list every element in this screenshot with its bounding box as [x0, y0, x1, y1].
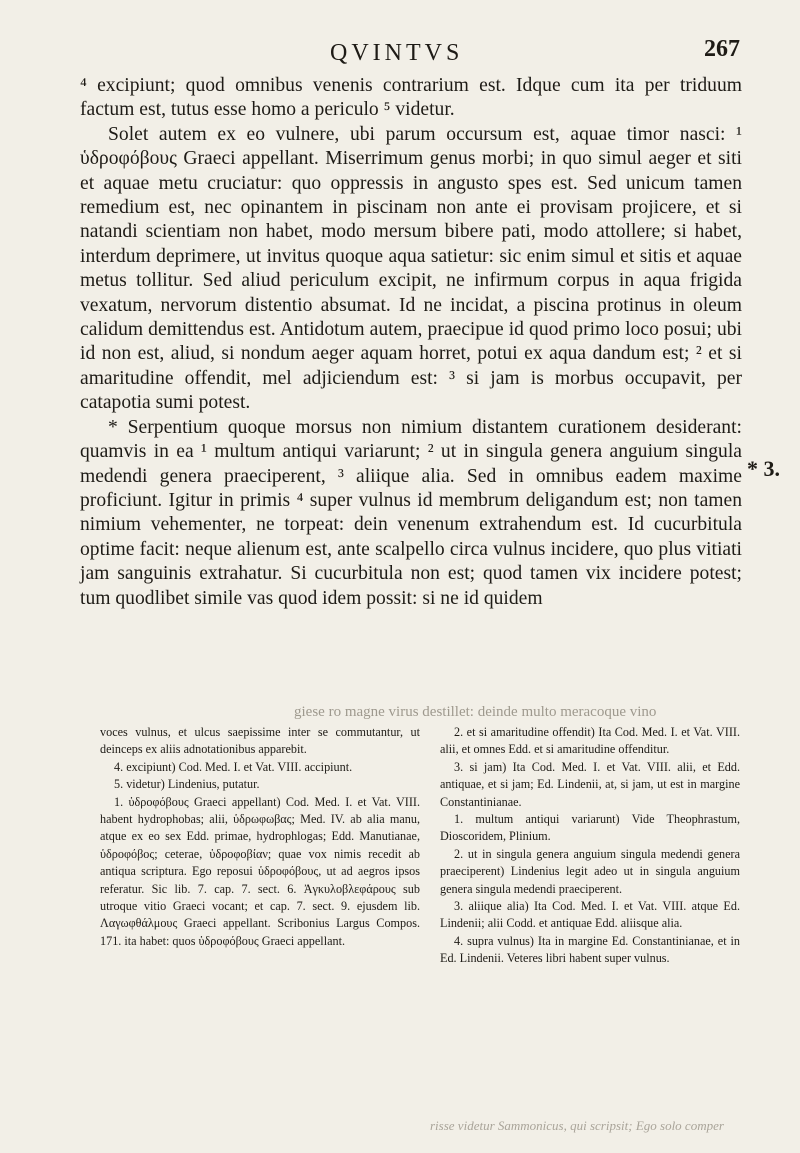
footnote: 4. supra vulnus) Ita in margine Ed. Constantinianae, et in Ed. Lindenii. Veteres libri habent super vulnus.: [440, 933, 740, 966]
main-paragraph: ⁴ excipiunt; quod omnibus venenis contrarium est. Idque cum ita per triduum factum est, tutus esse homo a periculo ⁵ videtur.: [80, 75, 742, 121]
bleed-through-line: giese ro magne virus destillet: deinde multo meracoque vino: [294, 704, 657, 720]
footnote: 3. si jam) Ita Cod. Med. I. et Vat. VIII. alii, et Edd. antiquae, et si jam; Ed. Lindenii, at, si jam, ut est in margine Constantinianae.: [440, 759, 740, 809]
footnote: 1. multum antiqui variarunt) Vide Theophrastum, Dioscoridem, Plinium.: [440, 812, 740, 844]
footnote: 1. ὑδροφόβους Graeci appellant) Cod. Med. I. et Vat. VIII. habent hydrophobas; alii, ὑδρωφωβας; Med. IV. ab alia manu, atque ex eo sex Edd. primae, hydrophlogas; Edd. Manutianae, ὑδροφόβος; ceterae, ὑδροφοβίαν; quae vox nimis recedit ab antiqua scriptura. Ego reposui ὑδροφόβους, ut ad aegros ipsos referatur. Sic lib. 7. cap. 7. sect. 6. Ἀγκυλοβλεφάρους sub utroque vitio Graeci vocant; et cap. 7. sect. 9. ejusdem lib. Λαγωφθάλμους Graeci appellant. Scribonius Largus Compos. 171. ita habet: quos ὑδροφόβους Graeci appellant.: [100, 794, 420, 948]
running-title: QVINTVS: [330, 40, 464, 66]
footnote: voces vulnus, et ulcus saepissime inter se commutantur, ut deinceps ex aliis adnotationibus apparebit.: [100, 725, 420, 757]
footnote: 2. et si amaritudine offendit) Ita Cod. Med. I. et Vat. VIII. alii, et omnes Edd. et si amaritudine offenditur.: [440, 725, 740, 757]
bleed-through-footer: risse videtur Sammonicus, qui scripsit; Ego solo comper: [430, 1118, 724, 1133]
main-paragraph: Solet autem ex eo vulnere, ubi parum occursum est, aquae timor nasci: ¹ ὑδροφόβους Graeci appellant. Miserrimum genus morbi; in quo simul aeger et siti et aquae metu cruciatur: quo oppressis in angusto spes est. Sed unicum tamen remedium est, nec opinantem in piscinam non ante ei provisam projicere, et si natandi scientiam non habet, modo mersum bibere pati, modo attollere; si habet, interdum deprimere, ut invitus quoque aqua satietur: sic enim simul et sitis et aquae metus tollitur. Sed aliud periculum excipit, ne infirmum corpus in aqua frigida vexatum, nervorum distentio absumat. Id ne incidat, a piscina protinus in oleum calidum demittendus est. Antidotum autem, praecipue id quod primo loco posui; ubi id non est, aliud, si nondum aeger aquam horret, potui ex aqua dandum est; ² et si amaritudine offendit, mel adjiciendum est: ³ si jam is morbus occupavit, per catapotia sumi potest.: [80, 123, 742, 414]
footnote: 4. excipiunt) Cod. Med. I. et Vat. VIII. accipiunt.: [114, 759, 353, 774]
main-paragraph: * Serpentium quoque morsus non nimium distantem curationem desiderant: quamvis in ea ¹ multum antiqui variarunt; ² ut in singula genera anguium singula medendi genera praeciperent, ³ aliique alia. Sed in omnibus eadem maxime proficiunt. Igitur in primis ⁴ super vulnus id membrum deligandum est; non tamen nimium vehementer, ne torpeat: dein venenum extrahendum est. Id cucurbitula optime facit: neque alienum est, ante scalpello circa vulnus incidere, quo plus vitiati jam sanguinis extrahatur. Si cucurbitula non est; quod tamen vix incidere potest; tum quodlibet simile vas quod idem possit: si ne id quidem: [80, 416, 742, 609]
footnote: 2. ut in singula genera anguium singula medendi genera praeciperent) Lindenius legit adeo ut in singula anguium genera singula medendi praeciperent.: [440, 846, 740, 896]
footnote: 5. videtur) Lindenius, putatur.: [114, 777, 260, 792]
footnotes-left-column: [100, 724, 420, 950]
page-number: 267: [704, 36, 740, 62]
margin-note: * 3.: [747, 456, 780, 481]
footnotes-right-column: [440, 724, 740, 968]
main-text: [80, 74, 742, 611]
footnote: 3. aliique alia) Ita Cod. Med. I. et Vat. VIII. atque Ed. Lindenii; alii Codd. et antiquae Edd. aliisque alia.: [440, 899, 740, 931]
page-header: [80, 36, 740, 70]
